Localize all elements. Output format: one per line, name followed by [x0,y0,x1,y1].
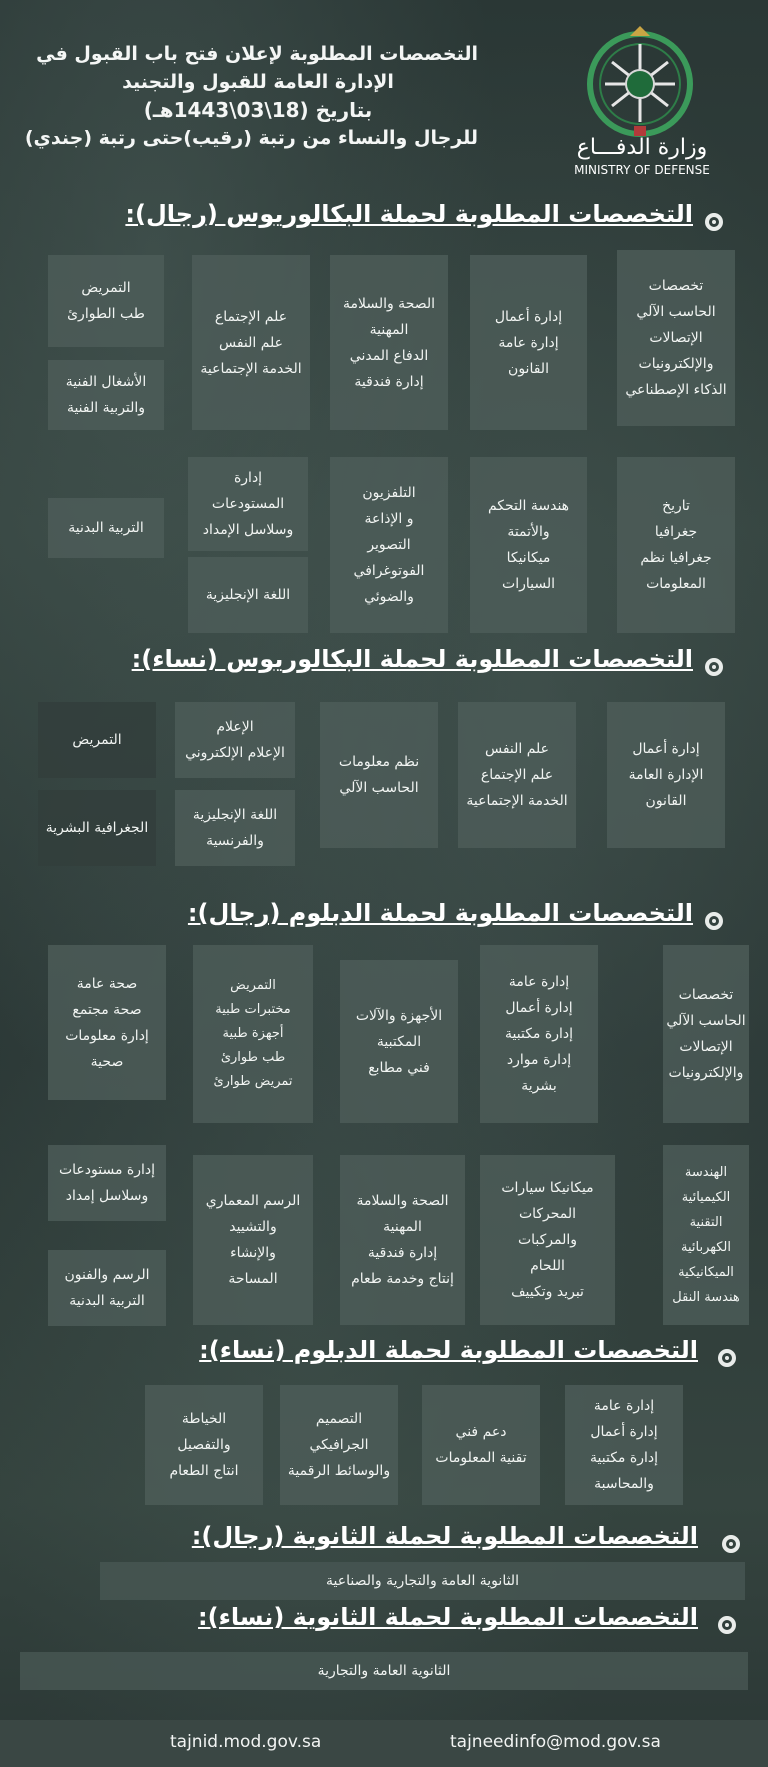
box-line: إدارة أعمال [505,1000,573,1016]
ministry-emblem-icon [550,22,730,182]
box-line: تخصصات [678,987,734,1003]
box-line: إدارة أعمال [494,308,563,325]
box-line: المعلومات [646,576,706,592]
box-line: والإنشاء [230,1245,276,1261]
box-line: مختبرات طبية [215,1002,291,1017]
section-bullet-icon [718,1616,736,1634]
box-bach-men-4 [192,255,310,430]
box-line: والأتمتة [507,524,550,540]
footer-email[interactable]: tajneedinfo@mod.gov.sa [450,1732,661,1752]
box-line: صحية [90,1053,124,1070]
box-line: المساحة [228,1271,278,1287]
box-line: والمركبات [517,1232,578,1248]
box-line: إدارة [233,470,263,486]
box-line: الأشغال الفنية [65,374,147,390]
bar-sec-women: الثانوية العامة والتجارية [20,1652,748,1690]
box-line: علم الإجتماع [480,767,554,783]
box-line: التصميم [315,1411,363,1427]
box-line: المكتبية [376,1033,422,1050]
box-bach-women-7 [38,790,156,866]
box-dip-men-11 [48,1250,166,1326]
box-line: اللغة الإنجليزية [205,587,291,603]
box-line: فني مطابع [368,1059,430,1076]
box-line: التمريض [72,732,122,748]
box-bach-men-12 [48,498,164,558]
bar-sec-men: الثانوية العامة والتجارية والصناعية [100,1562,745,1600]
box-dip-women-1 [565,1385,683,1505]
box-bach-men-9 [330,457,448,633]
box-line: ميكانيكا سيارات [501,1180,594,1196]
box-line: التصوير [367,537,411,553]
box-dip-men-5 [48,945,166,1100]
box-bach-women-6 [38,702,156,778]
box-bach-men-5 [48,255,164,347]
box-line: إدارة عامة [593,1398,655,1414]
section-title-bach-women: التخصصات المطلوبة لحملة البكالوريوس (نساء): [131,645,693,673]
box-line: الكهربائية [681,1240,732,1255]
box-dip-men-10 [48,1145,166,1221]
box-line: المهنية [369,321,409,338]
box-line: إنتاج وخدمة طعام [351,1271,454,1287]
box-line: أجهزة طبية [222,1026,284,1041]
section-title-sec-women: التخصصات المطلوبة لحملة الثانوية (نساء): [198,1603,698,1631]
box-line: تبريد وتكييف [511,1284,584,1300]
header-line-3: بتاريخ (18\03\1443هـ) [143,98,373,122]
box-line: إدارة عامة [498,334,559,351]
box-line: السيارات [502,576,555,592]
box-bach-men-2 [470,255,587,430]
header-line-4: للرجال والنساء من رتبة (رقيب)حتى رتبة (جندي) [24,127,478,149]
box-line: تاريخ [662,498,690,514]
box-bach-women-5 [175,790,295,866]
box-bach-women-3 [320,702,438,848]
section-bullet-icon [718,1349,736,1367]
box-line: تقنية المعلومات [435,1450,527,1466]
box-line: الميكانيكية [678,1265,734,1280]
box-line: جغرافيا نظم [640,550,712,566]
box-dip-men-2 [480,945,598,1123]
ministry-name-ar: وزارة الدفـــاع [576,135,708,160]
box-line: الجغرافية البشرية [45,820,149,836]
box-bach-men-10 [188,457,308,551]
box-line: الرسم والفنون [64,1267,150,1283]
box-line: التقنية [689,1215,723,1230]
box-bach-women-2 [458,702,576,848]
box-line: المهنية [383,1219,422,1235]
section-bullet-icon [705,912,723,930]
box-line: هندسة النقل [672,1290,740,1305]
box-line: المحركات [518,1206,577,1222]
box-line: والتفصيل [177,1437,231,1453]
box-line: الحاسب الآلي [666,1013,746,1029]
box-line: وسلاسل إمداد [65,1188,149,1204]
box-bach-men-1 [617,250,735,426]
box-line: الصحة والسلامة [342,295,436,312]
box-dip-women-2 [422,1385,540,1505]
box-line: التمريض [230,978,276,993]
box-line: التربية البدنية [69,1293,145,1309]
box-dip-men-4 [193,945,313,1123]
box-line: طب طوارئ [220,1050,286,1065]
box-line: والفرنسية [206,833,264,849]
box-line: صحة عامة [76,975,138,992]
box-line: إدارة مستودعات [58,1162,156,1178]
announcement-header [24,40,478,152]
box-line: طب الطوارئ [67,306,145,322]
box-line: إدارة فندقية [354,373,424,390]
box-line: والمحاسبة [594,1476,654,1492]
box-line: والضوئي [364,589,414,605]
box-line: إدارة عامة [508,974,570,990]
footer-website[interactable]: tajnid.mod.gov.sa [170,1732,322,1752]
box-dip-women-3 [280,1385,398,1505]
box-line: إدارة أعمال [590,1424,658,1440]
box-line: والتربية الفنية [66,400,146,416]
section-title-sec-men: التخصصات المطلوبة لحملة الثانوية (رجال): [191,1522,698,1550]
box-line: التلفزيون [362,485,416,501]
box-line: انتاج الطعام [169,1463,239,1479]
box-line: نظم معلومات [338,754,420,770]
box-line: والتشييد [229,1219,277,1235]
box-bach-men-8 [470,457,587,633]
box-line: الجرافيكي [309,1437,369,1453]
box-line: اللغة الإنجليزية [192,807,278,823]
box-line: الكيميائية [681,1190,731,1205]
section-bullet-icon [722,1535,740,1553]
box-dip-women-4 [145,1385,263,1505]
box-line: تخصصات [648,278,704,294]
box-line: علم النفس [218,334,284,351]
box-dip-men-6 [663,1145,749,1325]
box-line: الخدمة الإجتماعية [466,793,568,809]
footer [0,1720,768,1767]
box-line: الإعلام [216,719,254,735]
box-line: اللحام [530,1258,565,1274]
box-line: الصحة والسلامة [356,1193,449,1209]
box-dip-men-9 [193,1155,313,1325]
box-bach-women-1 [607,702,725,848]
header-line-1: التخصصات المطلوبة لإعلان فتح باب القبول في [36,43,478,65]
box-line: الهندسة [684,1165,728,1180]
box-line: المستودعات [211,496,285,512]
box-bach-women-4 [175,702,295,778]
box-line: التربية البدنية [68,520,144,536]
box-line: الحاسب الآلي [339,780,419,796]
box-line: دعم فني [455,1424,507,1440]
box-bach-men-6 [48,360,164,430]
box-line: هندسة التحكم [487,498,570,514]
box-bach-men-3 [330,255,448,430]
box-line: الذكاء الإصطناعي [625,382,727,398]
box-line: إدارة أعمال [632,741,700,757]
box-line: الأجهزة والآلات [355,1007,443,1024]
box-line: القانون [645,793,687,809]
section-bullet-icon [705,213,723,231]
box-line: الإدارة العامة [628,767,704,783]
box-line: الإتصالات [649,330,703,346]
ministry-logo [550,22,730,182]
box-line: الدفاع المدني [349,347,429,364]
box-dip-men-7 [480,1155,615,1325]
box-dip-men-3 [340,960,458,1123]
box-line: والوسائط الرقمية [287,1463,391,1479]
box-line: والإلكترونيات [668,1065,744,1081]
box-line: إدارة مكتبية [590,1450,658,1466]
section-title-dip-women: التخصصات المطلوبة لحملة الدبلوم (نساء): [199,1336,698,1364]
box-line: الرسم المعماري [205,1193,301,1209]
box-line: الإتصالات [679,1039,733,1055]
box-line: الفوتوغرافي [353,563,425,579]
section-title-dip-men: التخصصات المطلوبة لحملة الدبلوم (رجال): [187,899,693,927]
section-title-bach-men: التخصصات المطلوبة لحملة البكالوريوس (رجال): [125,200,693,228]
box-line: وسلاسل الإمداد [202,522,294,538]
box-line: صحة مجتمع [72,1001,142,1018]
box-line: التمريض [81,280,131,296]
ministry-name-en: MINISTRY OF DEFENSE [574,163,710,177]
box-bach-men-11 [188,557,308,633]
box-line: القانون [508,360,549,377]
box-line: إدارة معلومات [65,1027,149,1044]
box-line: إدارة مكتبية [505,1026,573,1042]
box-line: إدارة موارد [506,1052,572,1068]
box-line: الإعلام الإلكتروني [185,745,285,761]
box-bach-men-7 [617,457,735,633]
box-line: الحاسب الآلي [636,304,716,320]
box-line: تمريض طوارئ [213,1074,293,1089]
box-line: و الإذاعة [364,511,414,527]
box-line: ميكانيكا [506,550,551,566]
box-line: الخياطة [181,1411,227,1427]
box-dip-men-1 [663,945,749,1123]
box-line: الخدمة الإجتماعية [200,360,302,377]
box-line: جغرافيا [654,524,698,540]
box-line: علم الإجتماع [214,308,288,325]
header-line-2: الإدارة العامة للقبول والتجنيد [122,71,394,93]
box-dip-men-8 [340,1155,465,1325]
box-line: إدارة فندقية [367,1245,438,1261]
box-line: علم النفس [484,741,550,757]
box-line: والإلكترونيات [638,356,714,372]
box-line: بشرية [521,1078,557,1094]
section-bullet-icon [705,658,723,676]
